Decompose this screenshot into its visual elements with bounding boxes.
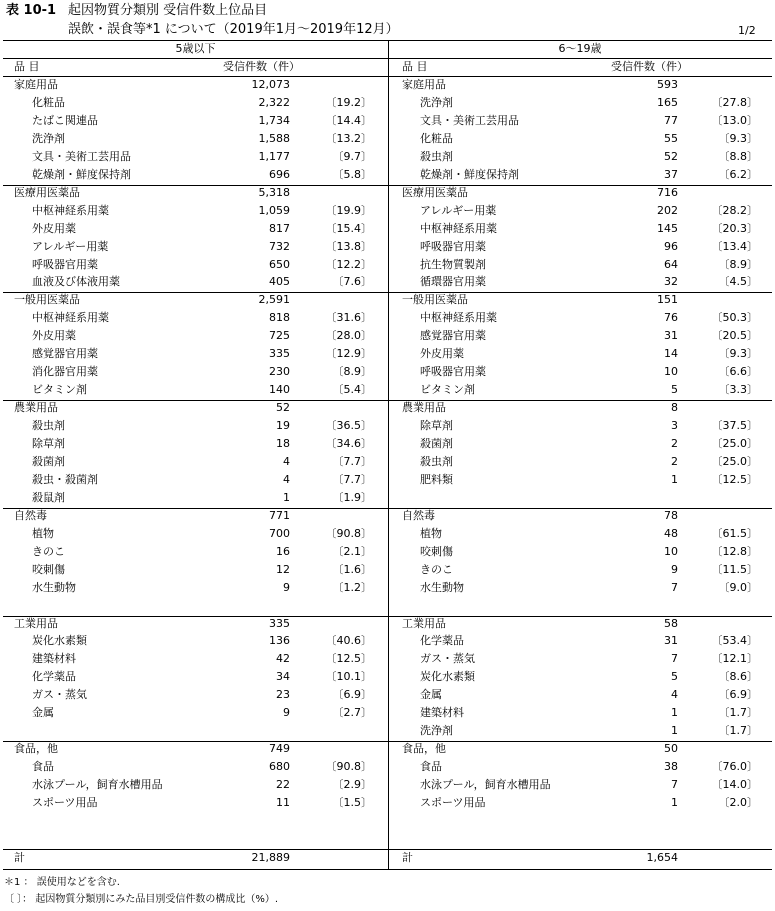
item-name: 炭化水素類	[420, 670, 475, 684]
group-total: 78	[664, 508, 678, 522]
item-name: 炭化水素類	[32, 634, 87, 648]
item-count: 64	[664, 257, 678, 271]
item-count: 696	[269, 167, 290, 181]
item-percent: 〔12.8〕	[711, 544, 758, 558]
item-count: 7	[671, 652, 678, 666]
item-count: 4	[283, 454, 290, 468]
item-name: 咬刺傷	[420, 544, 453, 558]
item-percent: 〔19.9〕	[325, 203, 372, 217]
item-count: 2	[671, 454, 678, 468]
item-percent: 〔13.0〕	[711, 113, 758, 127]
page-title: 起因物質分類別 受信件数上位品目	[68, 3, 268, 18]
item-name: 感覚器官用薬	[420, 329, 486, 343]
column-divider	[388, 40, 389, 869]
item-name: ガス・蒸気	[420, 652, 475, 666]
item-name: 乾燥剤・鮮度保持剤	[32, 167, 131, 181]
item-percent: 〔1.6〕	[332, 562, 372, 576]
item-percent: 〔9.0〕	[718, 580, 758, 594]
item-percent: 〔6.2〕	[718, 167, 758, 181]
item-percent: 〔40.6〕	[325, 634, 372, 648]
group-total: 52	[276, 401, 290, 415]
item-count: 1,059	[258, 203, 290, 217]
item-count: 31	[664, 329, 678, 343]
item-count: 9	[283, 706, 290, 720]
item-percent: 〔13.4〕	[711, 239, 758, 253]
item-count: 16	[276, 544, 290, 558]
item-percent: 〔25.0〕	[711, 437, 758, 450]
item-percent: 〔1.7〕	[718, 724, 758, 738]
item-name: 殺虫剤	[420, 454, 453, 468]
item-name: 殺鼠剤	[32, 490, 65, 504]
item-percent: 〔53.4〕	[711, 634, 758, 648]
item-count: 1,177	[258, 149, 290, 163]
item-count: 76	[664, 311, 678, 325]
item-count: 1	[671, 706, 678, 720]
rule-line	[3, 508, 388, 509]
group-total: 50	[664, 742, 678, 756]
item-percent: 〔12.2〕	[325, 257, 372, 271]
item-name: 水泳プール，飼育水槽用品	[420, 778, 551, 792]
item-name: きのこ	[420, 562, 453, 576]
group-name: 農業用品	[402, 401, 446, 415]
item-percent: 〔90.8〕	[325, 526, 372, 540]
group-total: 716	[657, 185, 678, 199]
rule-line	[3, 76, 388, 77]
group-name: 農業用品	[14, 401, 58, 415]
item-count: 52	[664, 149, 678, 163]
item-count: 23	[276, 688, 290, 702]
item-name: 食品	[420, 760, 442, 774]
item-count: 680	[269, 760, 290, 774]
item-name: 中枢神経系用薬	[420, 311, 497, 325]
item-name: 化学薬品	[420, 634, 464, 648]
total-label: 計	[14, 851, 25, 864]
item-name: アレルギー用薬	[32, 239, 109, 253]
group-name: 家庭用品	[402, 78, 446, 91]
item-count: 230	[269, 365, 290, 379]
item-percent: 〔5.4〕	[332, 383, 372, 397]
group-total: 771	[269, 508, 290, 522]
item-name: 中枢神経系用薬	[32, 203, 109, 217]
item-name: 殺菌剤	[420, 437, 453, 450]
item-percent: 〔37.5〕	[711, 419, 758, 433]
item-name: 感覚器官用薬	[32, 347, 98, 361]
rule-line	[3, 400, 388, 401]
item-count: 1	[671, 724, 678, 738]
group-name: 家庭用品	[14, 78, 58, 91]
item-name: 水生動物	[32, 580, 76, 594]
group-total: 2,591	[258, 293, 290, 307]
item-count: 1	[671, 796, 678, 809]
item-percent: 〔14.0〕	[711, 778, 758, 792]
item-name: スポーツ用品	[32, 796, 98, 809]
item-count: 10	[664, 544, 678, 558]
item-name: 建築材料	[32, 652, 76, 666]
item-name: 洗浄剤	[32, 131, 65, 145]
item-percent: 〔8.9〕	[718, 257, 758, 271]
item-count: 335	[269, 347, 290, 361]
item-name: 植物	[32, 526, 54, 540]
table-label: 表 10-1	[6, 3, 57, 18]
item-count: 4	[671, 688, 678, 702]
item-name: 食品	[32, 760, 54, 774]
item-count: 732	[269, 239, 290, 253]
item-count: 9	[283, 580, 290, 594]
item-count: 77	[664, 113, 678, 127]
group-name: 一般用医薬品	[402, 293, 468, 307]
item-count: 1	[671, 472, 678, 486]
item-name: 中枢神経系用薬	[420, 221, 497, 235]
item-count: 650	[269, 257, 290, 271]
group-total: 8	[671, 401, 678, 415]
item-name: 文具・美術工芸用品	[32, 149, 131, 163]
item-count: 34	[276, 670, 290, 684]
item-count: 5	[671, 383, 678, 397]
item-name: 建築材料	[420, 706, 464, 720]
group-name: 工業用品	[402, 616, 446, 630]
footnote-1: ＊1 ： 誤使用などを含む.	[4, 877, 120, 888]
item-name: 化学薬品	[32, 670, 76, 684]
item-name: ビタミン剤	[420, 383, 475, 397]
footnote-2: 〔 〕： 起因物質分類別にみた品目別受信件数の構成比（%）.	[4, 894, 279, 905]
total-value: 21,889	[251, 851, 290, 864]
group-total: 5,318	[258, 185, 290, 199]
group-name: 食品，他	[14, 742, 58, 756]
item-percent: 〔5.8〕	[332, 167, 372, 181]
item-name: アレルギー用薬	[420, 203, 497, 217]
item-name: 循環器官用薬	[420, 275, 486, 289]
item-name: 化粧品	[420, 131, 453, 145]
item-percent: 〔8.6〕	[718, 670, 758, 684]
item-count: 12	[276, 562, 290, 576]
item-count: 1,588	[258, 131, 290, 145]
item-count: 725	[269, 329, 290, 343]
item-count: 14	[664, 347, 678, 361]
item-name: きのこ	[32, 544, 65, 558]
rule-line	[388, 76, 772, 77]
item-count: 38	[664, 760, 678, 774]
item-percent: 〔9.3〕	[718, 347, 758, 361]
item-name: 咬刺傷	[32, 562, 65, 576]
item-percent: 〔7.7〕	[332, 472, 372, 486]
item-name: スポーツ用品	[420, 796, 486, 809]
item-count: 5	[671, 670, 678, 684]
item-count: 2	[671, 437, 678, 450]
item-name: 呼吸器官用薬	[32, 257, 98, 271]
item-percent: 〔25.0〕	[711, 454, 758, 468]
item-count: 11	[276, 796, 290, 809]
group-name: 自然毒	[14, 508, 47, 522]
group-total: 593	[657, 78, 678, 91]
item-count: 817	[269, 221, 290, 235]
item-percent: 〔2.0〕	[718, 796, 758, 809]
item-name: 中枢神経系用薬	[32, 311, 109, 325]
group-name: 工業用品	[14, 616, 58, 630]
item-name: 呼吸器官用薬	[420, 365, 486, 379]
item-percent: 〔12.1〕	[711, 652, 758, 666]
item-name: 除草剤	[32, 437, 65, 450]
group-name: 自然毒	[402, 508, 435, 522]
item-count: 10	[664, 365, 678, 379]
total-label: 計	[402, 851, 413, 864]
item-count: 1,734	[258, 113, 290, 127]
item-count: 165	[657, 95, 678, 109]
item-percent: 〔8.8〕	[718, 149, 758, 163]
item-count: 7	[671, 778, 678, 792]
item-percent: 〔20.5〕	[711, 329, 758, 343]
item-count: 140	[269, 383, 290, 397]
item-count: 145	[657, 221, 678, 235]
item-percent: 〔10.1〕	[325, 670, 372, 684]
col-header-item-1: 品 目	[402, 60, 428, 73]
item-percent: 〔1.9〕	[332, 490, 372, 504]
item-name: 洗浄剤	[420, 724, 453, 738]
item-count: 3	[671, 419, 678, 433]
col-header-item-0: 品 目	[14, 60, 40, 73]
item-percent: 〔9.3〕	[718, 131, 758, 145]
col-header-count-1: 受信件数（件）	[611, 60, 688, 73]
group-name: 医療用医薬品	[402, 185, 468, 199]
item-percent: 〔2.9〕	[332, 778, 372, 792]
group-name: 医療用医薬品	[14, 185, 80, 199]
group-name: 一般用医薬品	[14, 293, 80, 307]
rule-line	[3, 869, 772, 870]
item-percent: 〔1.7〕	[718, 706, 758, 720]
item-name: 文具・美術工芸用品	[420, 113, 519, 127]
item-percent: 〔1.5〕	[332, 796, 372, 809]
item-count: 405	[269, 275, 290, 289]
item-count: 4	[283, 472, 290, 486]
item-percent: 〔7.7〕	[332, 454, 372, 468]
item-percent: 〔13.2〕	[325, 131, 372, 145]
item-percent: 〔90.8〕	[325, 760, 372, 774]
group-name: 食品，他	[402, 742, 446, 756]
item-name: 殺虫・殺菌剤	[32, 472, 98, 486]
rule-line	[3, 741, 388, 742]
item-name: 洗浄剤	[420, 95, 453, 109]
item-percent: 〔13.8〕	[325, 239, 372, 253]
page-number: 1/2	[738, 24, 756, 37]
item-name: 外皮用薬	[420, 347, 464, 361]
total-value: 1,654	[646, 851, 678, 864]
item-name: 金属	[420, 688, 442, 702]
item-name: 除草剤	[420, 419, 453, 433]
item-percent: 〔36.5〕	[325, 419, 372, 433]
item-name: 化粧品	[32, 95, 65, 109]
col-header-count-0: 受信件数（件）	[223, 60, 300, 73]
item-percent: 〔50.3〕	[711, 311, 758, 325]
item-name: たばこ関連品	[32, 113, 98, 127]
item-name: ガス・蒸気	[32, 688, 87, 702]
item-percent: 〔28.0〕	[325, 329, 372, 343]
item-name: 血液及び体液用薬	[32, 275, 120, 289]
item-count: 96	[664, 239, 678, 253]
item-percent: 〔31.6〕	[325, 311, 372, 325]
group-total: 12,073	[251, 78, 290, 91]
item-percent: 〔6.6〕	[718, 365, 758, 379]
item-percent: 〔61.5〕	[711, 526, 758, 540]
item-name: 消化器官用薬	[32, 365, 98, 379]
item-name: 金属	[32, 706, 54, 720]
item-count: 22	[276, 778, 290, 792]
item-name: 殺菌剤	[32, 454, 65, 468]
item-name: ビタミン剤	[32, 383, 87, 397]
item-percent: 〔2.7〕	[332, 706, 372, 720]
item-name: 外皮用薬	[32, 329, 76, 343]
item-name: 外皮用薬	[32, 221, 76, 235]
item-percent: 〔12.5〕	[325, 652, 372, 666]
item-name: 殺虫剤	[420, 149, 453, 163]
item-percent: 〔1.2〕	[332, 580, 372, 594]
item-count: 32	[664, 275, 678, 289]
group-total: 58	[664, 616, 678, 630]
item-percent: 〔27.8〕	[711, 95, 758, 109]
item-count: 31	[664, 634, 678, 648]
item-count: 37	[664, 167, 678, 181]
panel-header-0: 5歳以下	[175, 42, 216, 55]
item-percent: 〔20.3〕	[711, 221, 758, 235]
item-count: 7	[671, 580, 678, 594]
item-count: 55	[664, 131, 678, 145]
item-percent: 〔6.9〕	[718, 688, 758, 702]
group-total: 151	[657, 293, 678, 307]
item-name: 水生動物	[420, 580, 464, 594]
item-count: 19	[276, 419, 290, 433]
item-count: 818	[269, 311, 290, 325]
group-total: 749	[269, 742, 290, 756]
item-percent: 〔28.2〕	[711, 203, 758, 217]
rule-line	[3, 616, 388, 617]
item-count: 9	[671, 562, 678, 576]
item-percent: 〔7.6〕	[332, 275, 372, 289]
item-name: 水泳プール，飼育水槽用品	[32, 778, 163, 792]
item-percent: 〔12.9〕	[325, 347, 372, 361]
item-percent: 〔14.4〕	[325, 113, 372, 127]
item-percent: 〔15.4〕	[325, 221, 372, 235]
item-percent: 〔12.5〕	[711, 472, 758, 486]
item-percent: 〔8.9〕	[332, 365, 372, 379]
item-name: 植物	[420, 526, 442, 540]
item-name: 殺虫剤	[32, 419, 65, 433]
item-name: 肥料類	[420, 472, 453, 486]
rule-line	[388, 508, 772, 509]
page-subtitle: 誤飲・誤食等*1 について（2019年1月～2019年12月）	[68, 22, 399, 37]
item-percent: 〔4.5〕	[718, 275, 758, 289]
item-name: 抗生物質製剤	[420, 257, 486, 271]
item-count: 48	[664, 526, 678, 540]
item-count: 136	[269, 634, 290, 648]
item-percent: 〔3.3〕	[718, 383, 758, 397]
item-percent: 〔2.1〕	[332, 544, 372, 558]
item-percent: 〔19.2〕	[325, 95, 372, 109]
panel-header-1: 6～19歳	[558, 42, 602, 55]
group-total: 335	[269, 616, 290, 630]
item-percent: 〔6.9〕	[332, 688, 372, 702]
item-count: 202	[657, 203, 678, 217]
item-percent: 〔76.0〕	[711, 760, 758, 774]
item-count: 42	[276, 652, 290, 666]
item-count: 1	[283, 490, 290, 504]
item-count: 18	[276, 437, 290, 450]
item-percent: 〔9.7〕	[332, 149, 372, 163]
item-percent: 〔34.6〕	[325, 437, 372, 450]
item-percent: 〔11.5〕	[711, 562, 758, 576]
item-count: 700	[269, 526, 290, 540]
item-name: 乾燥剤・鮮度保持剤	[420, 167, 519, 181]
item-count: 2,322	[258, 95, 290, 109]
item-name: 呼吸器官用薬	[420, 239, 486, 253]
